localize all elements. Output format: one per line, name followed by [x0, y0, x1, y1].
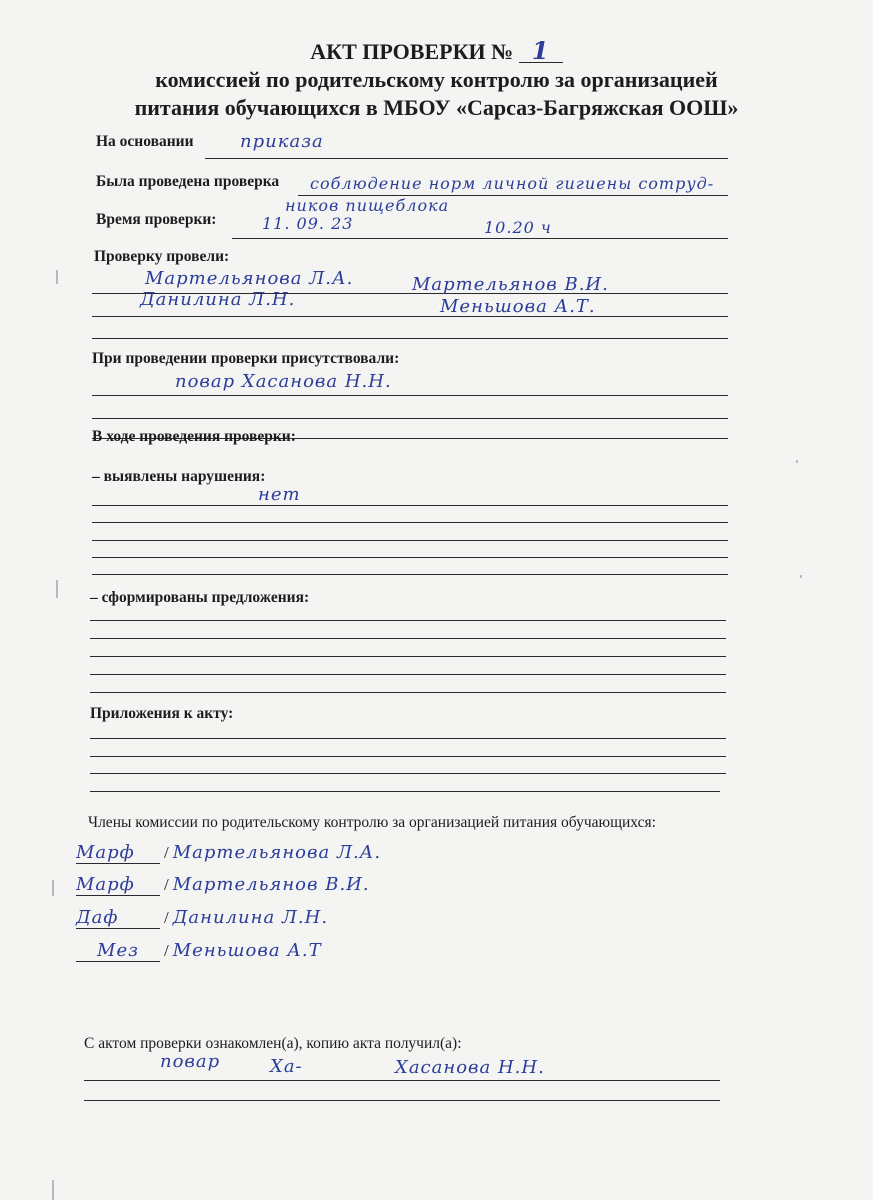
violations-line-1 — [92, 505, 728, 506]
basis-label: На основании — [96, 133, 194, 150]
scan-mark — [800, 575, 802, 578]
member-name-3: Данилина Л.Н. — [172, 907, 329, 928]
proposals-line-3 — [90, 656, 726, 657]
violations-line-5 — [92, 574, 728, 575]
check-value-2: ников пищеблока — [285, 196, 450, 215]
inspector-name-2: Мартельянов В.И. — [412, 274, 609, 295]
basis-value: приказа — [240, 131, 324, 152]
member-name-1: Мартельянова Л.А. — [172, 842, 382, 863]
scan-mark — [796, 460, 798, 463]
violations-line-3 — [92, 540, 728, 541]
signature-row-3: Даф / Данилина Л.Н. — [76, 907, 329, 928]
signature-4: Мез — [76, 940, 160, 962]
scan-mark — [52, 1180, 54, 1200]
attachments-line-1 — [90, 738, 726, 739]
inspector-name-3: Данилина Л.Н. — [140, 289, 296, 310]
act-title — [0, 38, 873, 65]
acknowledged-position: повар — [160, 1051, 221, 1072]
scan-mark — [56, 580, 58, 598]
present-label: При проведении проверки присутствовали: — [92, 350, 400, 367]
time-line — [232, 238, 728, 239]
act-number: 1 — [519, 40, 563, 63]
signature-2: Марф — [76, 874, 160, 896]
inspector-name-1: Мартельянова Л.А. — [145, 268, 354, 289]
check-value-1: соблюдение норм личной гигиены сотруд- — [310, 174, 715, 193]
signature-3: Даф — [76, 907, 160, 929]
attachments-line-3 — [90, 773, 726, 774]
proposals-line-4 — [90, 674, 726, 675]
present-line-1 — [92, 395, 728, 396]
time-label: Время проверки: — [96, 211, 217, 228]
act-title-text: АКТ ПРОВЕРКИ № — [310, 39, 514, 64]
member-name-2: Мартельянов В.И. — [172, 874, 370, 895]
signature-row-4: Мез / Меньшова А.Т — [76, 940, 322, 962]
attachments-line-2 — [90, 756, 726, 757]
members-label: Члены комиссии по родительскому контролю за организацией питания обучающихся: — [88, 814, 656, 831]
time-date: 11. 09. 23 — [262, 214, 354, 233]
acknowledged-sign: Ха- — [270, 1056, 303, 1077]
proposals-line-1 — [90, 620, 726, 621]
attachments-line-4 — [90, 791, 720, 792]
violations-line-4 — [92, 557, 728, 558]
inspectors-line-2 — [92, 316, 728, 317]
act-subtitle-2: питания обучающихся в МБОУ «Сарсаз-Багряжская ООШ» — [134, 95, 739, 120]
acknowledged-line-2 — [84, 1100, 720, 1101]
acknowledged-name: Хасанова Н.Н. — [395, 1057, 545, 1078]
basis-line — [205, 158, 728, 159]
attachments-label: Приложения к акту: — [90, 705, 234, 722]
scan-mark — [56, 270, 58, 284]
acknowledged-line-1 — [84, 1080, 720, 1081]
check-label: Была проведена проверка — [96, 173, 280, 190]
signature-row-2: Марф / Мартельянов В.И. — [76, 874, 370, 895]
signature-row-1: Марф / Мартельянова Л.А. — [76, 842, 382, 863]
proposals-label: – сформированы предложения: — [90, 589, 310, 606]
course-label: В ходе проведения проверки: — [92, 428, 296, 445]
inspectors-line-3 — [92, 338, 728, 339]
violations-label: – выявлены нарушения: — [92, 468, 266, 485]
violations-value: нет — [258, 484, 301, 505]
violations-line-2 — [92, 522, 728, 523]
time-hour: 10.20 ч — [484, 218, 552, 237]
present-line-2 — [92, 418, 728, 419]
acknowledged-label: С актом проверки ознакомлен(а), копию акта получил(а): — [84, 1035, 462, 1052]
scan-mark — [52, 880, 54, 896]
present-value: повар Хасанова Н.Н. — [175, 371, 392, 392]
act-subtitle-1: комиссией по родительскому контролю за организацией — [155, 67, 718, 92]
inspector-name-4: Меньшова А.Т. — [440, 296, 596, 317]
proposals-line-2 — [90, 638, 726, 639]
proposals-line-5 — [90, 692, 726, 693]
signature-1: Марф — [76, 842, 160, 864]
member-name-4: Меньшова А.Т — [172, 940, 322, 961]
inspectors-label: Проверку провели: — [94, 248, 230, 265]
